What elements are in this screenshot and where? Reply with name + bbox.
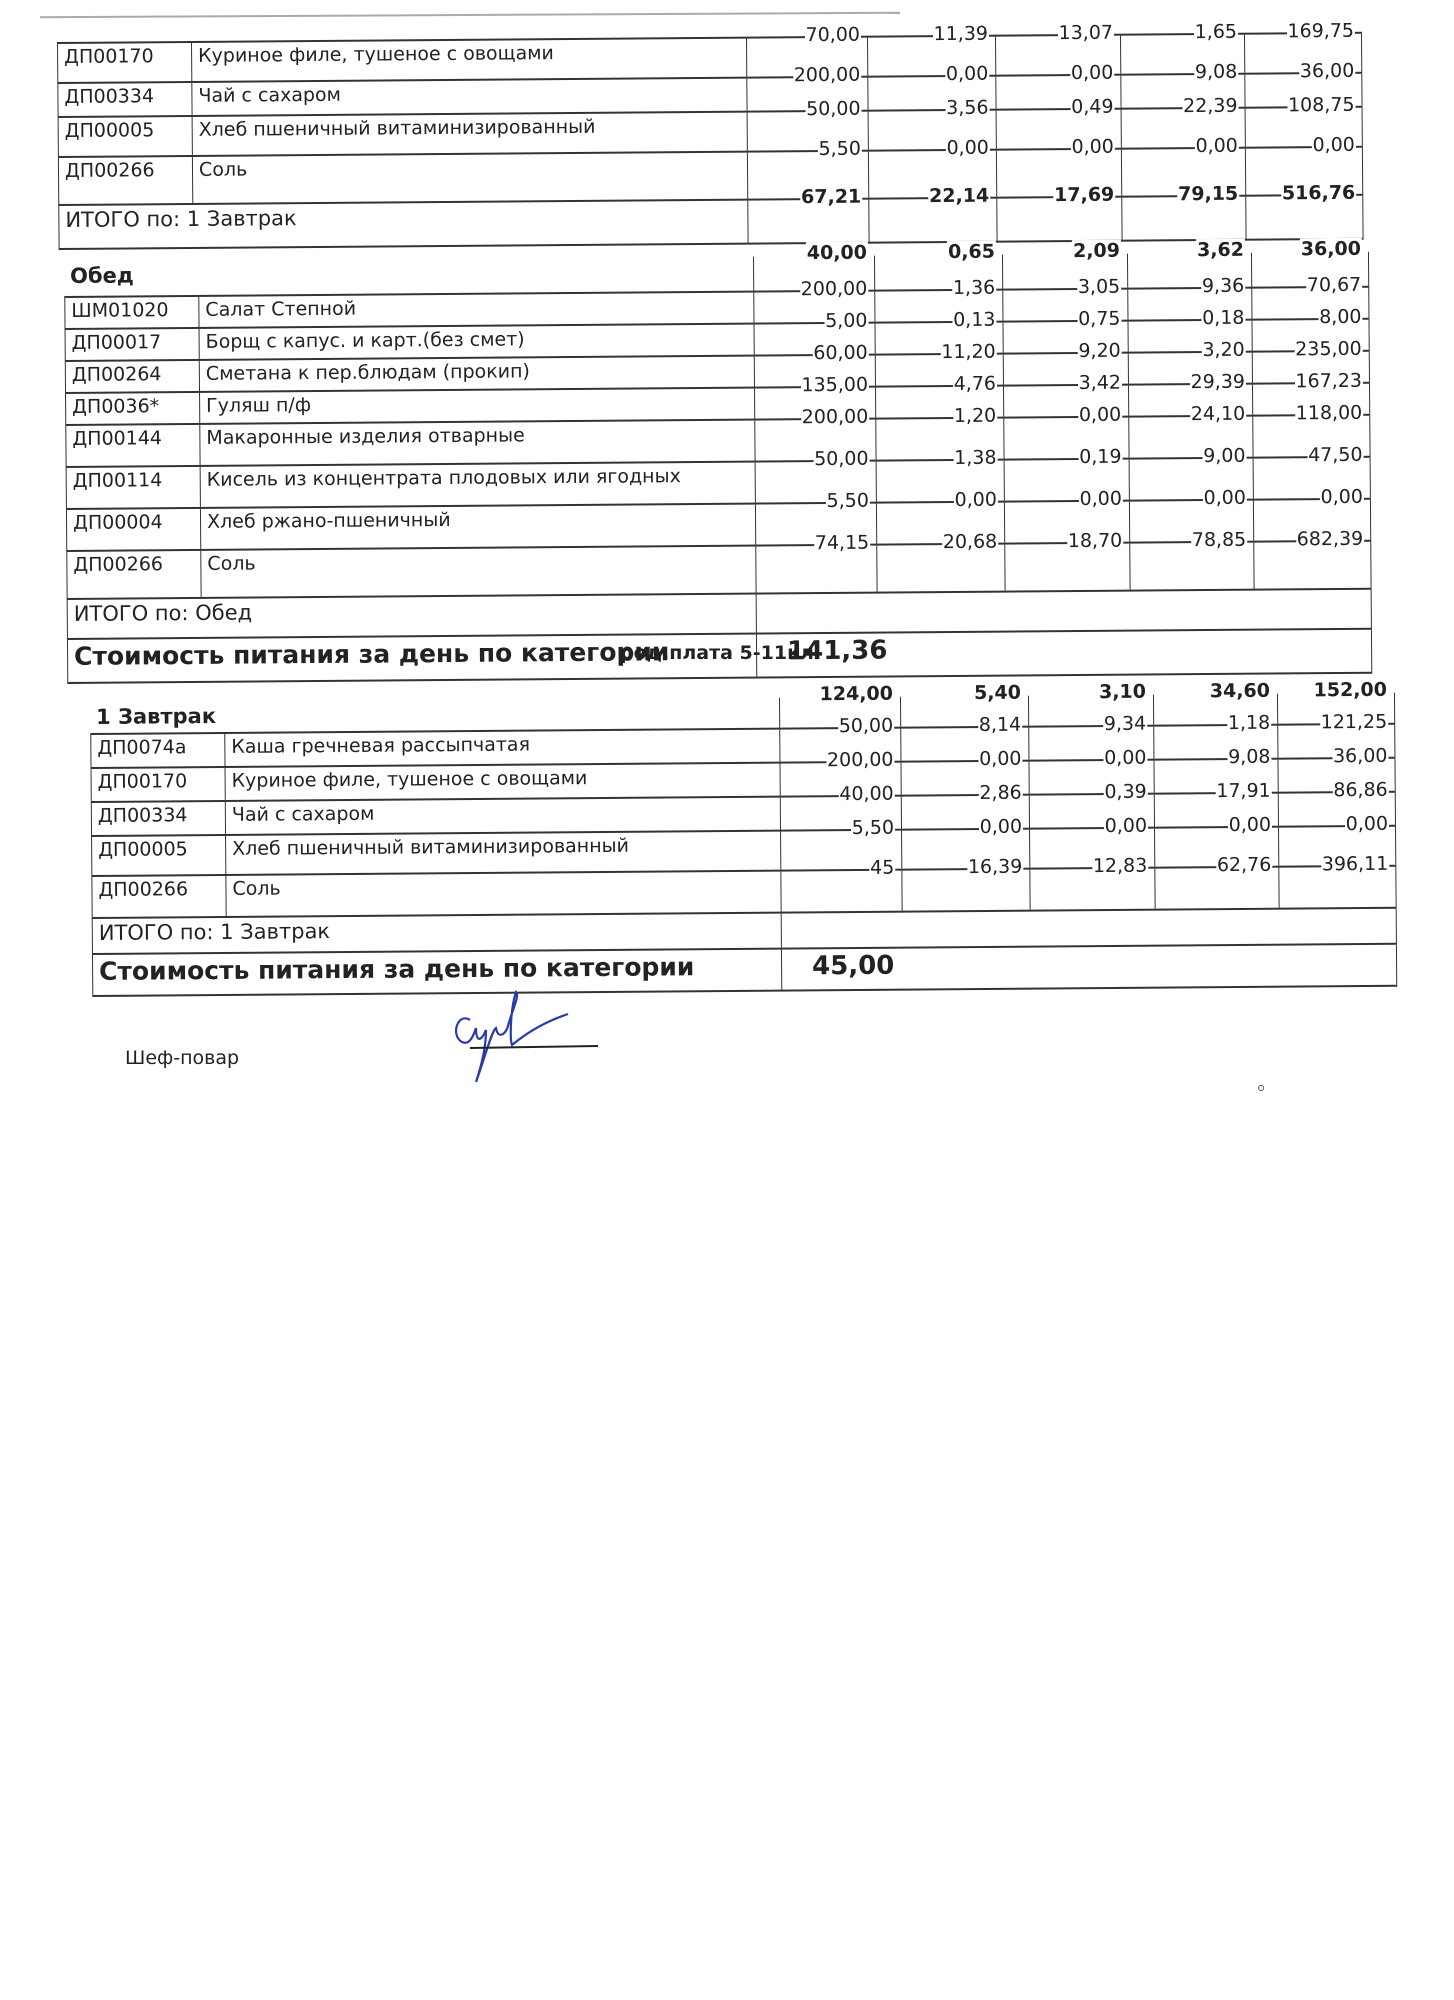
value: 0,18	[1202, 306, 1245, 330]
value: 0,00	[1312, 133, 1355, 157]
dish-code: ДП00170	[57, 43, 191, 82]
value: 67,21	[801, 185, 862, 209]
value: 5,50	[826, 489, 869, 513]
value-cell	[1245, 181, 1363, 239]
dish-code: ДП00017	[65, 329, 199, 360]
chef-label: Шеф-повар	[125, 1047, 240, 1069]
dish-code: ДП00005	[58, 117, 192, 156]
dish-name: Сметана к пер.блюдам (прокип)	[199, 357, 754, 391]
dish-code: ДП0036*	[65, 393, 199, 424]
dish-code: ДП00334	[91, 802, 225, 835]
dish-name: Салат Степной	[198, 293, 753, 327]
value: 0,00	[979, 747, 1022, 771]
value: 12,83	[1092, 854, 1148, 878]
dish-name: Кисель из концентрата плодовых или ягодных	[200, 463, 755, 507]
value: 0,00	[1104, 814, 1148, 838]
value-cell	[1004, 529, 1129, 591]
value-cell	[1278, 852, 1396, 908]
dish-name: Хлеб ржано-пшеничный	[200, 505, 755, 549]
dish-code: ДП00266	[58, 157, 192, 204]
value: 40,00	[839, 782, 894, 806]
dish-code: ДП00266	[66, 551, 200, 598]
daily-total-row	[92, 945, 1397, 997]
value: 1,36	[952, 276, 996, 300]
value-cell	[868, 184, 996, 242]
value: 4,76	[953, 372, 997, 396]
dish-name: Хлеб пшеничный витаминизированный	[192, 113, 747, 155]
dish-name: Соль	[192, 153, 747, 203]
value: 3,56	[946, 96, 989, 120]
value: 22,14	[929, 184, 990, 208]
value: 235,00	[1295, 337, 1362, 361]
dish-code: ДП00114	[66, 467, 200, 508]
value: 18,70	[1067, 529, 1123, 553]
value: 167,23	[1295, 369, 1363, 393]
value: 108,75	[1287, 93, 1355, 117]
value: 60,00	[813, 341, 868, 365]
dish-name: Гуляш п/ф	[199, 389, 754, 423]
value-cell	[1121, 182, 1245, 240]
value: 0,39	[1104, 780, 1147, 804]
value: 0,65	[947, 240, 996, 264]
value: 9,34	[1103, 712, 1147, 736]
scan-speck	[1258, 1085, 1264, 1091]
value-cell	[1154, 853, 1278, 909]
itogo-label: ИТОГО по: Обед	[67, 595, 756, 638]
dish-name: Борщ с капус. и карт.(без смет)	[199, 325, 754, 359]
itogo-label: ИТОГО по: 1 Завтрак	[58, 201, 747, 248]
value: 0,00	[946, 136, 989, 160]
value: 169,75	[1287, 19, 1355, 43]
dish-name: Макаронные изделия отварные	[199, 421, 754, 465]
value: 17,91	[1216, 779, 1271, 803]
value: 0,00	[1079, 487, 1122, 511]
value: 0,00	[1228, 813, 1272, 837]
value: 135,00	[801, 373, 869, 397]
value: 50,00	[806, 97, 861, 121]
value-cell	[901, 855, 1029, 911]
value: 121,25	[1320, 710, 1388, 734]
value: 1,18	[1227, 711, 1271, 735]
value: 20,68	[942, 530, 998, 554]
dish-code: ДП0074а	[90, 734, 224, 767]
itogo-label: ИТОГО по: 1 Завтрак	[92, 914, 781, 953]
value: 0,00	[954, 488, 997, 512]
dish-code: ДП00170	[91, 768, 225, 801]
value: 0,49	[1071, 95, 1114, 119]
value: 62,76	[1216, 853, 1272, 877]
daily-total-value: 141,36	[756, 630, 1372, 677]
value: 3,10	[1098, 680, 1147, 704]
signature	[440, 990, 610, 1085]
dish-code: ДП00266	[91, 876, 225, 917]
dish-code: ДП00264	[65, 361, 199, 392]
value: 124,00	[819, 682, 894, 706]
value: 9,20	[1078, 339, 1121, 363]
value: 45	[870, 856, 895, 879]
value: 79,15	[1178, 182, 1239, 206]
value: 118,00	[1295, 401, 1363, 425]
paid-breakfast-table	[90, 678, 1397, 997]
value: 200,00	[801, 405, 869, 429]
value: 1,38	[954, 446, 997, 470]
value: 0,00	[1078, 403, 1122, 427]
value: 22,39	[1183, 94, 1238, 118]
value: 74,15	[814, 531, 870, 555]
value: 0,00	[1320, 485, 1363, 509]
value: 0,00	[1070, 61, 1114, 85]
value: 0,19	[1079, 445, 1122, 469]
value: 682,39	[1296, 527, 1364, 551]
value: 8,00	[1319, 305, 1362, 329]
dish-code: ДП00004	[66, 509, 200, 550]
value: 2,86	[979, 781, 1022, 805]
value: 200,00	[826, 748, 894, 772]
breakfast-table	[57, 19, 1364, 250]
value: 13,07	[1058, 21, 1114, 45]
dish-code: ДП00334	[57, 83, 191, 116]
value: 3,20	[1202, 338, 1245, 362]
value-cell	[1253, 527, 1371, 589]
value: 1,65	[1194, 20, 1238, 44]
value-cell	[1029, 854, 1154, 910]
value: 396,11	[1321, 852, 1389, 876]
dish-name: Хлеб пшеничный витаминизированный	[225, 832, 780, 874]
value: 9,36	[1201, 274, 1245, 298]
lunch-table	[64, 237, 1372, 684]
value: 200,00	[793, 63, 861, 87]
daily-total-value: 45,00	[781, 945, 1397, 990]
value-cell	[996, 183, 1121, 241]
category-caption: род.плата 5-11кл	[620, 642, 814, 664]
value: 0,00	[1203, 486, 1246, 510]
scan-edge-line	[40, 12, 900, 19]
itogo-row	[58, 181, 1363, 250]
value: 50,00	[814, 447, 869, 471]
value: 0,00	[1071, 135, 1114, 159]
itogo-empty	[781, 909, 1397, 948]
section-title: 1 Завтрак	[96, 704, 217, 729]
value-cell	[747, 185, 868, 243]
value: 0,00	[945, 62, 989, 86]
value: 34,60	[1209, 679, 1271, 703]
value-cell	[780, 856, 901, 912]
value: 16,39	[967, 855, 1023, 879]
value: 40,00	[806, 241, 868, 265]
value: 5,50	[818, 137, 861, 161]
value: 0,00	[1345, 812, 1389, 836]
value: 11,39	[933, 22, 989, 46]
value: 5,00	[825, 309, 868, 333]
dish-name: Куриное филе, тушеное с овощами	[225, 764, 780, 800]
itogo-empty	[756, 590, 1372, 633]
value-cell	[876, 530, 1004, 592]
dish-name: Соль	[200, 547, 755, 597]
value: 36,00	[1332, 744, 1388, 768]
section-title: Обед	[70, 263, 134, 288]
value-cell	[755, 531, 876, 593]
value: 0,00	[1104, 746, 1147, 770]
dish-code: ШМ01020	[64, 297, 198, 328]
value: 3,42	[1078, 371, 1122, 395]
dish-name: Каша гречневая рассыпчатая	[224, 730, 779, 766]
value: 78,85	[1191, 528, 1247, 552]
value-cell	[1129, 528, 1253, 590]
value: 0,00	[979, 815, 1023, 839]
dish-code: ДП00144	[65, 425, 199, 466]
value: 0,00	[1195, 134, 1238, 158]
value: 24,10	[1190, 402, 1246, 426]
value: 36,00	[1300, 237, 1362, 261]
value: 3,62	[1196, 238, 1245, 262]
value: 0,13	[953, 308, 996, 332]
value: 516,76	[1281, 181, 1356, 205]
value: 5,40	[973, 681, 1022, 705]
value: 70,00	[805, 23, 861, 47]
value: 70,67	[1306, 273, 1362, 297]
value: 11,20	[941, 340, 996, 364]
daily-total-label: Стоимость питания за день по категории	[67, 635, 756, 682]
dish-code: ДП00005	[91, 836, 225, 875]
value: 9,08	[1194, 60, 1238, 84]
value: 152,00	[1313, 678, 1388, 702]
value: 50,00	[838, 714, 894, 738]
value: 0,75	[1078, 307, 1121, 331]
dish-name: Куриное филе, тушеное с овощами	[191, 39, 746, 81]
value: 200,00	[800, 277, 868, 301]
value: 1,20	[953, 404, 997, 428]
value: 5,50	[851, 816, 895, 840]
value: 36,00	[1299, 59, 1355, 83]
daily-total-label: Стоимость питания за день по категории	[92, 950, 781, 995]
value: 9,00	[1203, 444, 1246, 468]
dish-name: Чай с сахаром	[225, 798, 780, 834]
dish-name: Соль	[225, 872, 780, 916]
dish-name: Чай с сахаром	[191, 79, 746, 115]
value: 29,39	[1190, 370, 1246, 394]
value: 47,50	[1308, 443, 1363, 467]
value: 9,08	[1228, 745, 1271, 769]
value: 3,05	[1077, 275, 1121, 299]
value: 17,69	[1054, 183, 1115, 207]
value: 8,14	[978, 713, 1022, 737]
value: 2,09	[1072, 239, 1121, 263]
value: 86,86	[1333, 778, 1388, 802]
